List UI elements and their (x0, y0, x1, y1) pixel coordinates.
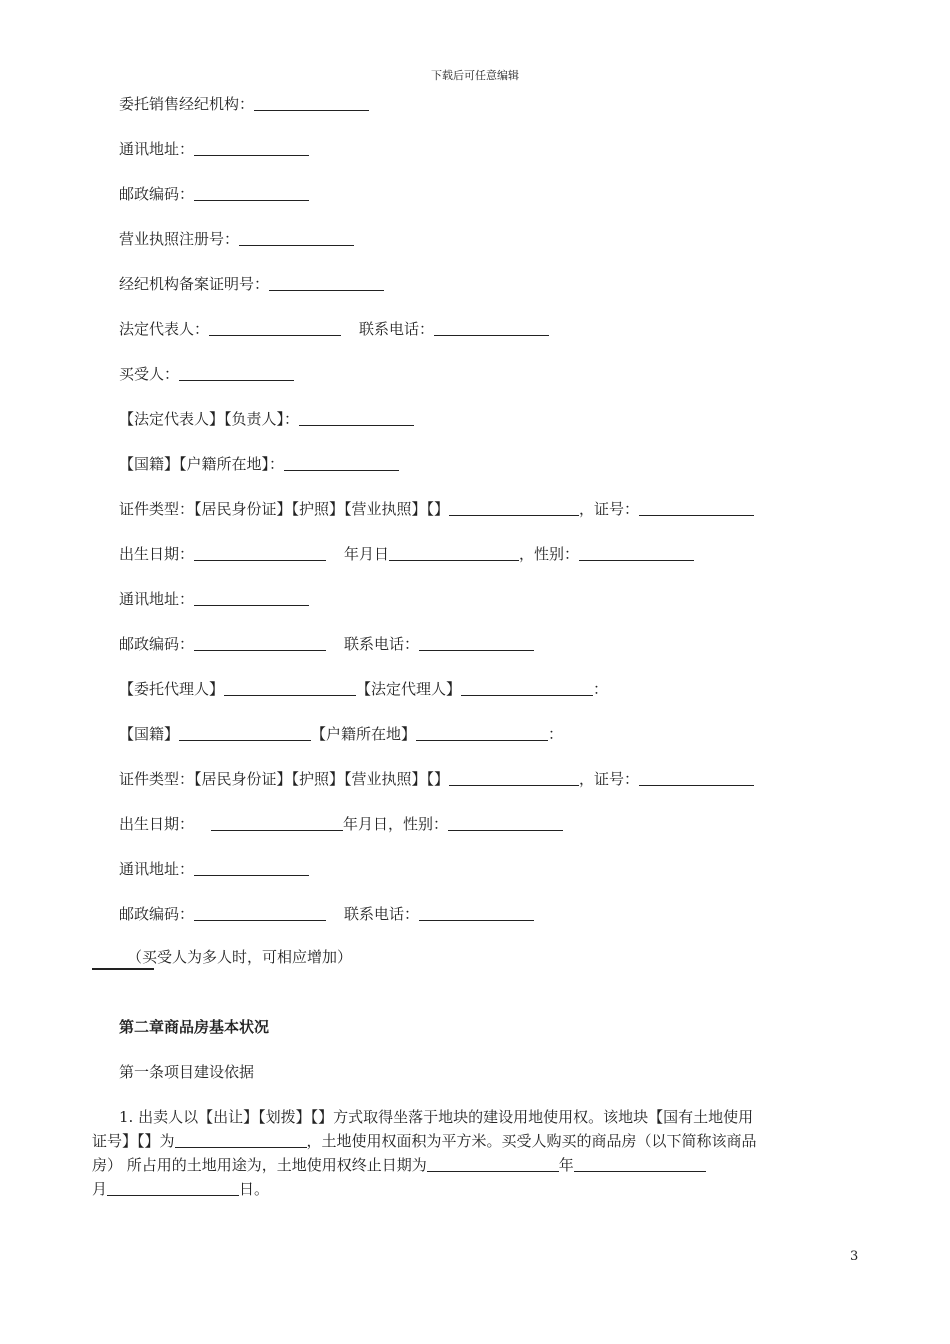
postcode-label: 邮政编码： (119, 635, 195, 653)
phone-label: 联系电话： (359, 320, 435, 338)
agent-line (119, 679, 608, 699)
record-blank[interactable] (269, 276, 384, 291)
id-type-label: 证件类型：【居民身份证】【护照】【营业执照】【】 (119, 500, 450, 518)
address2-blank[interactable] (194, 861, 309, 876)
id-type2-label: 证件类型：【居民身份证】【护照】【营业执照】【】 (119, 770, 450, 788)
license-label: 营业执照注册号： (119, 230, 240, 248)
buyer-rep-blank[interactable] (299, 411, 414, 426)
buyer-label: 买受人： (119, 365, 180, 383)
birth2-label: 出生日期： (119, 815, 195, 833)
id-no2-label: ，证号： (579, 770, 640, 788)
agent-label: 【委托代理人】 (119, 680, 225, 698)
agency-postcode-line (119, 184, 309, 204)
end-month-blank[interactable] (574, 1157, 706, 1172)
household-blank[interactable] (416, 726, 548, 741)
paragraph-row-2b: ，土地使用权面积为平方米。买受人购买的商品房（以下简称该商品 (306, 1132, 757, 1150)
id-type-line (119, 499, 754, 519)
buyer-nationality-line (119, 454, 399, 474)
buyer-rep-label: 【法定代表人】【负责人】： (119, 410, 300, 428)
address-line (119, 589, 309, 609)
postcode2-blank[interactable] (194, 906, 326, 921)
id-no-label: ，证号： (579, 500, 640, 518)
postcode2-label: 邮政编码： (119, 905, 195, 923)
birth-label: 出生日期： (119, 545, 195, 563)
license-blank[interactable] (239, 231, 354, 246)
paragraph-row-4b: 日。 (239, 1180, 270, 1198)
agency-label: 委托销售经纪机构： (119, 95, 255, 113)
buyer-blank[interactable] (179, 366, 294, 381)
postcode-phone-label: 联系电话： (344, 635, 420, 653)
agent-colon: ： (593, 680, 609, 698)
legal-agent-label: 【法定代理人】 (356, 680, 462, 698)
birth-line (119, 544, 694, 564)
legal-agent-blank[interactable] (461, 681, 593, 696)
buyer-line (119, 364, 294, 384)
id-no2-blank[interactable] (639, 771, 754, 786)
note-underline (92, 968, 154, 970)
gender-label: ，性别： (519, 545, 580, 563)
agency-address-blank[interactable] (194, 141, 309, 156)
paragraph-row-3a: 房） 所占用的土地用途为，土地使用权终止日期为 (92, 1156, 427, 1174)
postcode-phone-blank[interactable] (419, 636, 534, 651)
record-line (119, 274, 384, 294)
ymd-blank[interactable] (389, 546, 519, 561)
address2-line (119, 859, 309, 879)
paragraph-row-2a: 证号】【】为 (92, 1132, 175, 1150)
paragraph-row-4 (92, 1177, 862, 1201)
id-type2-blank[interactable] (449, 771, 579, 786)
agency-line (119, 94, 369, 114)
paragraph-row-3 (92, 1153, 862, 1177)
legal-rep-blank[interactable] (209, 321, 341, 336)
household-label: 【户籍所在地】 (311, 725, 417, 743)
article-paragraph (92, 1105, 862, 1201)
agency-postcode-blank[interactable] (194, 186, 309, 201)
paragraph-row-3b: 年 (558, 1156, 574, 1174)
end-day-blank[interactable] (107, 1181, 239, 1196)
gender2-blank[interactable] (448, 816, 563, 831)
agency-postcode-label: 邮政编码： (119, 185, 195, 203)
buyer-rep-line (119, 409, 414, 429)
paragraph-row-2 (92, 1129, 862, 1153)
record-label: 经纪机构备案证明号： (119, 275, 270, 293)
agency-address-label: 通讯地址： (119, 140, 195, 158)
id-type-blank[interactable] (449, 501, 579, 516)
ymd-label: 年月日 (344, 545, 390, 563)
id-no-blank[interactable] (639, 501, 754, 516)
page-number: 3 (850, 1249, 859, 1264)
buyer-note: （买受人为多人时，可相应增加） (127, 948, 353, 966)
nationality-label: 【国籍】 (119, 725, 180, 743)
paragraph-row-1: 1. 出卖人以【出让】【划拨】【】方式取得坐落于地块的建设用地使用权。该地块【国有土地使用 (119, 1108, 754, 1126)
nationality-colon: ： (548, 725, 564, 743)
paragraph-row-4a: 月 (92, 1180, 108, 1198)
agency-blank[interactable] (254, 96, 369, 111)
license-line (119, 229, 354, 249)
buyer-nationality-blank[interactable] (284, 456, 399, 471)
postcode2-phone-label: 联系电话： (344, 905, 420, 923)
postcode-line (119, 634, 534, 654)
phone-blank[interactable] (434, 321, 549, 336)
birth2-blank[interactable] (211, 816, 343, 831)
nationality-blank[interactable] (179, 726, 311, 741)
land-cert-blank[interactable] (175, 1133, 307, 1148)
gender-blank[interactable] (579, 546, 694, 561)
address2-label: 通讯地址： (119, 860, 195, 878)
end-year-blank[interactable] (427, 1157, 559, 1172)
page-header: 下载后可任意编辑 (431, 69, 519, 82)
postcode-blank[interactable] (194, 636, 326, 651)
legal-rep-label: 法定代表人： (119, 320, 210, 338)
nationality-line (119, 724, 563, 744)
postcode2-line (119, 904, 534, 924)
agency-address-line (119, 139, 309, 159)
birth-blank[interactable] (194, 546, 326, 561)
address-blank[interactable] (194, 591, 309, 606)
postcode2-phone-blank[interactable] (419, 906, 534, 921)
buyer-nationality-label: 【国籍】【户籍所在地】： (119, 455, 285, 473)
birth2-line (119, 814, 563, 834)
legal-rep-line (119, 319, 549, 339)
chapter-title: 第二章商品房基本状况 (119, 1018, 270, 1036)
article-title: 第一条项目建设依据 (119, 1063, 255, 1081)
address-label: 通讯地址： (119, 590, 195, 608)
agent-blank[interactable] (224, 681, 356, 696)
id-type2-line (119, 769, 754, 789)
ymd-gender-label: 年月日，性别： (343, 815, 449, 833)
